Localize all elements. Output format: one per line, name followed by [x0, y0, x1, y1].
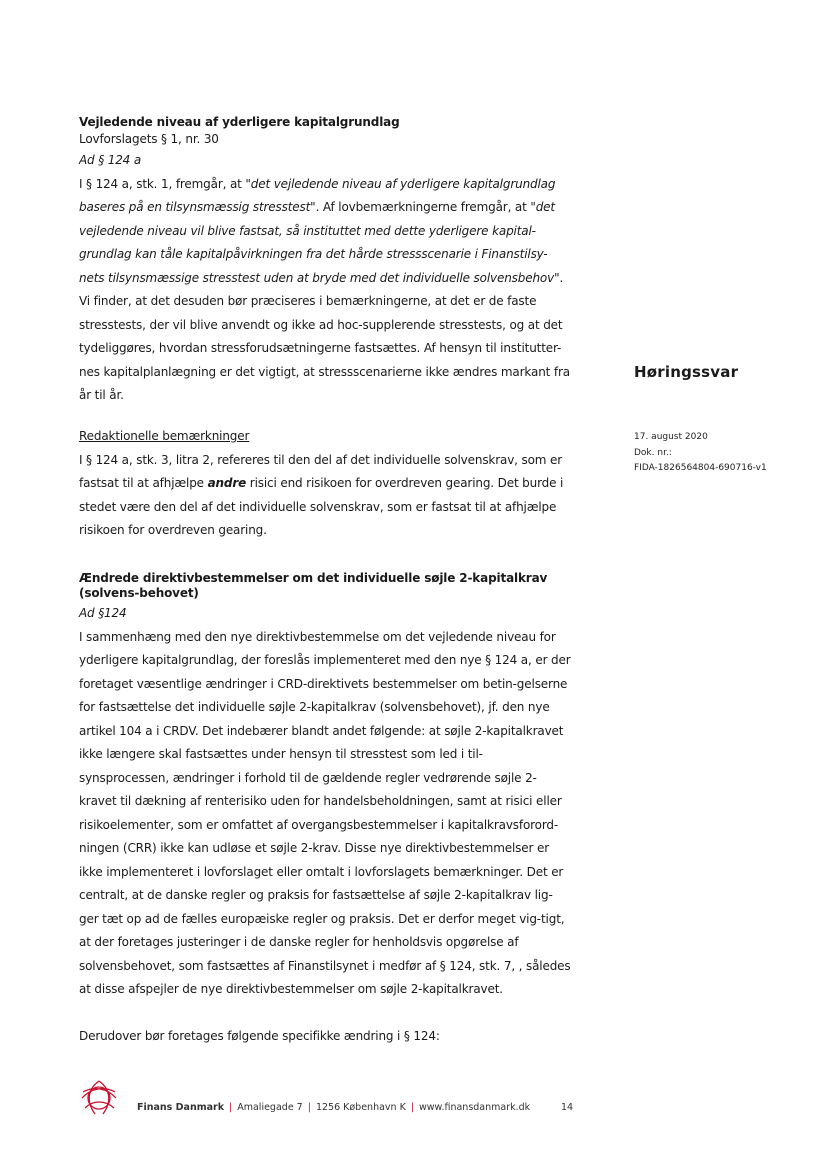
body-paragraph	[79, 173, 571, 408]
footer-separator: |	[410, 1102, 415, 1113]
document-type-title: Høringssvar	[634, 363, 739, 381]
section-soejle2	[79, 571, 571, 1048]
body-paragraph	[79, 449, 571, 543]
page-footer	[79, 1078, 639, 1122]
quote-text: "det vejledende niveau af yderligere kapitalgrundlag baseres på en tilsynsmæssig stresstest"	[79, 176, 556, 214]
emphasis-text: andre	[207, 476, 247, 490]
section-redaktionelle	[79, 425, 571, 543]
body-text: I § 124 a, stk. 1, fremgår, at	[79, 176, 246, 191]
ad-paragraph-label: Ad §124	[79, 606, 127, 620]
finans-danmark-logo-icon	[79, 1078, 119, 1118]
page-number: 14	[561, 1102, 574, 1113]
law-reference: Lovforslagets § 1, nr. 30	[79, 132, 219, 146]
document-meta	[634, 428, 767, 476]
section-heading: Vejledende niveau af yderligere kapitalgrundlag	[79, 115, 400, 129]
footer-address: Amaliegade 7	[237, 1102, 303, 1113]
body-paragraph: I sammenhæng med den nye direktivbestemmelse om det vejledende niveau for yderligere kapitalgrundlag, der foreslås implementeret med den nye § 124 a, er der foretaget væsentlige ændringer i CRD-direktivets bestemmelser om betin-gelserne for fastsættelse det individuelle søjle 2-kapitalkrav (solvensbehovet), jf. den nye artikel 104 a i CRDV. Det indebærer blandt andet følgende: at søjle 2-kapitalkravet ikke længere skal fastsættes under hensyn til stresstest som led i til-synsprocessen, ændringer i forhold til de gældende regler vedrørende søjle 2-kravet til dækning af renterisiko uden for handelsbeholdningen, samt at risici eller risikoelementer, som er omfattet af overgangsbestemmelser i kapitalkravsforord-ningen (CRR) ikke kan udløse et søjle 2-krav. Disse nye direktivbestemmelser er ikke implementeret i lovforslaget eller omtalt i lovforslagets bemærkninger. Det er centralt, at de danske regler og praksis for fastsættelse af søjle 2-kapitalkrav lig-ger tæt op ad de fælles europæiske regler og praksis. Det er derfor meget vig-tigt, at der foretages justeringer i de danske regler for henholdsvis opgørelse af solvensbehovet, som fastsættes af Finanstilsynet i medfør af § 124, stk. 7, , således at disse afspejler de nye direktivbestemmelser om søjle 2-kapitalkravet.	[79, 629, 571, 996]
section-heading: Redaktionelle bemærkninger	[79, 429, 250, 443]
quote-text: "det vejledende niveau vil blive fastsat, så instituttet med dette yderligere kapital-grundlag kan tåle kapitalpåvirkningen fra det hårde stressscenarie i Finanstilsy-nets tilsynsmæssige stresstest uden at bryde med det individuelle solvensbehov"	[79, 200, 560, 285]
document-date: 17. august 2020	[634, 432, 708, 442]
body-paragraph: Derudover bør foretages følgende specifikke ændring i § 124:	[79, 1028, 440, 1043]
footer-address-line	[137, 1102, 530, 1113]
footer-separator: |	[229, 1102, 233, 1113]
footer-website-link[interactable]: www.finansdanmark.dk	[419, 1102, 531, 1113]
section-heading: Ændrede direktivbestemmelser om det individuelle søjle 2-kapitalkrav (solvens-behovet)	[79, 571, 548, 600]
ad-paragraph-label: Ad § 124 a	[79, 153, 142, 167]
footer-brand: Finans Danmark	[137, 1102, 225, 1113]
footer-city: 1256 København K	[315, 1102, 406, 1113]
doc-number: FIDA-1826564804-690716-v1	[634, 463, 767, 473]
body-text: . Vi finder, at det desuden bør præciseres i bemærkningerne, at det er de faste stresstests, der vil blive anvendt og ikke ad hoc-supplerende stresstests, og at det tydeliggøres, hvordan stressforudsætningerne fastsættes. Af hensyn til institutter-nes kapitalplanlægning er det vigtigt, at stressscenarierne ikke ændres markant fra år til år.	[79, 270, 570, 402]
body-text: risici end risikoen for overdreven gearing. Det burde i stedet være den del af det individuelle solvenskrav, som er fastsat til at afhjælpe risikoen for overdreven gearing.	[79, 476, 564, 537]
section-vejledende-niveau	[79, 115, 571, 408]
body-text: I § 124 a, stk. 3, litra 2, refereres til den del af det individuelle solvenskrav, som er fastsat til at afhjælpe	[79, 452, 563, 490]
doc-number-label: Dok. nr.:	[634, 448, 672, 458]
body-text: . Af lovbemærkningerne fremgår, at	[315, 200, 531, 214]
footer-separator: |	[307, 1102, 311, 1113]
